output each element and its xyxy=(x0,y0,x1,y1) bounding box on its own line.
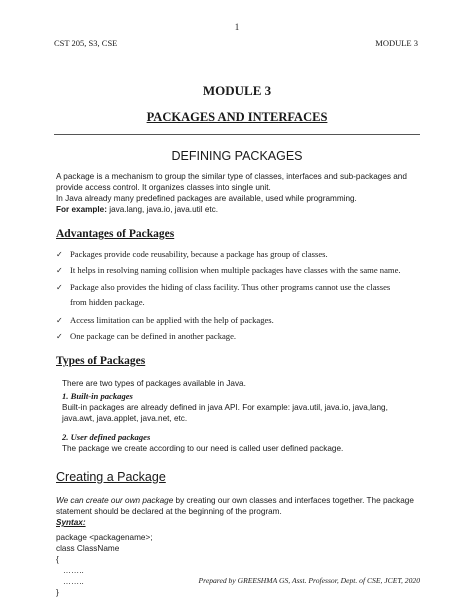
advantage-item-3-continued: from hidden package. xyxy=(70,297,145,307)
builtin-packages-heading: 1. Built-in packages xyxy=(62,391,133,401)
definition-line-1: A package is a mechanism to group the similar type of classes, interfaces and sub-packages and xyxy=(56,172,407,181)
types-intro: There are two types of packages available in Java. xyxy=(62,379,246,388)
creating-line-1-rest: by creating our own classes and interfaces together. The package xyxy=(173,496,414,505)
creating-line-1-italic: We can create our own package xyxy=(56,496,174,505)
module-title: MODULE 3 xyxy=(202,83,272,98)
code-line-6: } xyxy=(56,588,59,597)
checkmark-icon: ✓ xyxy=(56,250,63,259)
title-divider xyxy=(54,134,420,135)
code-line-4: …….. xyxy=(56,566,84,575)
checkmark-icon: ✓ xyxy=(56,332,63,341)
creating-line-1 xyxy=(56,495,414,506)
advantage-item-1: ✓ Packages provide code reusability, because a package has group of classes. xyxy=(56,249,328,259)
header-course: CST 205, S3, CSE xyxy=(54,38,118,48)
definition-line-3: In Java already many predefined packages are available, used while programming. xyxy=(56,194,357,203)
advantage-item-3: ✓ Package also provides the hiding of class facility. Thus other programs cannot use the classes xyxy=(56,282,391,292)
builtin-line-1: Built-in packages are already defined in java API. For example: java.util, java.io, java,lang, xyxy=(62,403,388,412)
main-title: PACKAGES AND INTERFACES xyxy=(146,110,328,124)
advantages-heading: Advantages of Packages xyxy=(56,228,175,240)
example-label: For example: xyxy=(56,205,107,214)
code-line-5: …….. xyxy=(56,577,84,586)
defining-packages-heading: DEFINING PACKAGES xyxy=(171,149,303,163)
checkmark-icon: ✓ xyxy=(56,283,63,292)
syntax-label: Syntax: xyxy=(56,518,86,527)
definition-example xyxy=(56,204,218,215)
code-line-2: class ClassName xyxy=(56,544,120,553)
types-heading: Types of Packages xyxy=(56,355,146,367)
user-packages-heading: 2. User defined packages xyxy=(62,432,151,442)
header-module: MODULE 3 xyxy=(375,38,418,48)
checkmark-icon: ✓ xyxy=(56,266,63,275)
user-packages-text: The package we create according to our need is called user defined package. xyxy=(62,444,344,453)
advantage-item-4: ✓ Access limitation can be applied with the help of packages. xyxy=(56,315,274,325)
footer-credit: Prepared by GREESHMA GS, Asst. Professor, Dept. of CSE, JCET, 2020 xyxy=(198,576,420,585)
code-line-3: { xyxy=(56,555,59,564)
creating-line-2: statement should be declared at the beginning of the program. xyxy=(56,507,282,516)
example-text: java.lang, java.io, java.util etc. xyxy=(106,205,219,214)
definition-line-2: provide access control. It organizes classes into single unit. xyxy=(56,183,271,192)
code-line-1: package <packagename>; xyxy=(56,533,153,542)
advantage-item-2: ✓ It helps in resolving naming collision when multiple packages have classes with the same name. xyxy=(56,265,401,275)
advantage-item-5: ✓ One package can be defined in another package. xyxy=(56,331,237,341)
creating-package-heading: Creating a Package xyxy=(56,470,166,484)
checkmark-icon: ✓ xyxy=(56,316,63,325)
page-number: 1 xyxy=(234,22,240,32)
builtin-line-2: java.awt, java.applet, java.net, etc. xyxy=(62,414,188,423)
